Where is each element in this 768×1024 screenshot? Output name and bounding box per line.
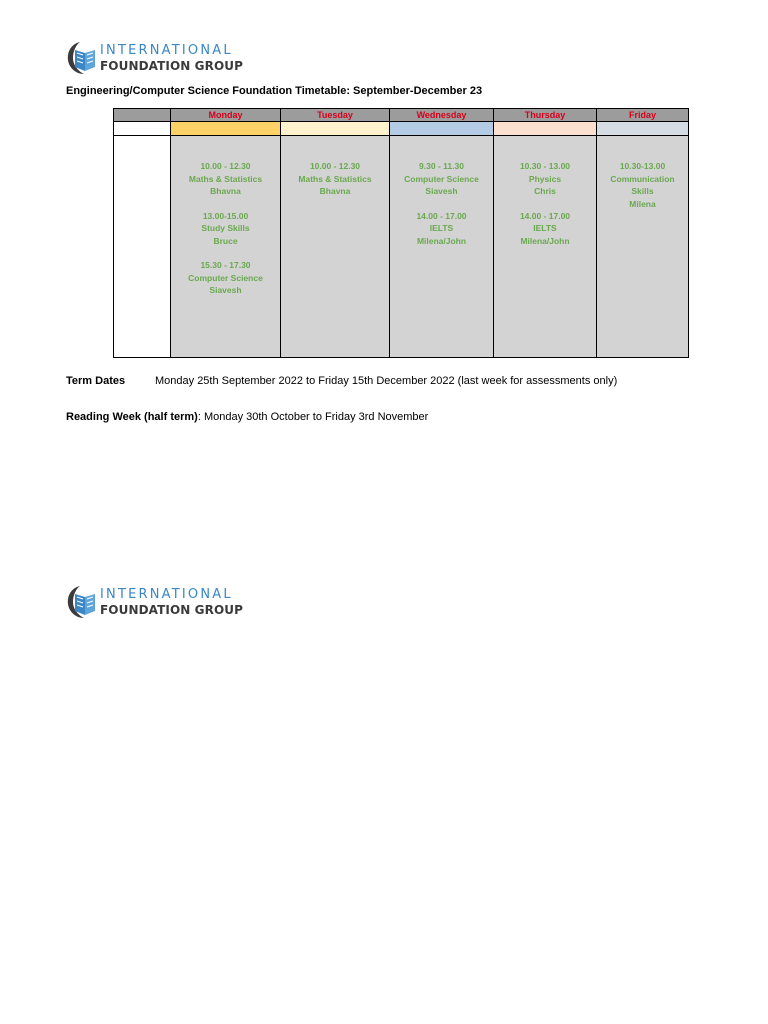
logo-line-foundation-group: FOUNDATION GROUP bbox=[100, 603, 244, 617]
session-block bbox=[494, 210, 596, 248]
session-tutor: Milena/John bbox=[520, 235, 570, 246]
session-subject: Physics bbox=[528, 173, 562, 184]
sessions-row-label-cell bbox=[114, 136, 171, 358]
session-time: 14.00 - 17.00 bbox=[416, 210, 467, 221]
session-subject: Maths & Statistics bbox=[298, 173, 372, 184]
sessions-friday bbox=[597, 136, 689, 358]
day-header-friday: Friday bbox=[597, 109, 689, 122]
logo-line-foundation-group: FOUNDATION GROUP bbox=[100, 59, 244, 73]
sessions-wednesday bbox=[390, 136, 494, 358]
session-block bbox=[390, 160, 493, 198]
reading-week bbox=[66, 411, 428, 423]
session-subject: Computer Science bbox=[404, 173, 479, 184]
color-band-friday bbox=[597, 122, 689, 136]
session-time: 15.30 - 17.30 bbox=[200, 260, 251, 270]
day-header-row bbox=[114, 109, 689, 122]
term-dates-value: Monday 25th September 2022 to Friday 15th December 2022 (last week for assessments only) bbox=[155, 375, 618, 387]
sessions-thursday bbox=[494, 136, 597, 358]
logo-line-international: INTERNATIONAL bbox=[100, 587, 233, 602]
session-time: 9.30 - 11.30 bbox=[419, 161, 464, 171]
session-tutor: Milena/John bbox=[416, 235, 467, 246]
session-block bbox=[597, 160, 688, 210]
session-subject: IELTS bbox=[429, 223, 454, 233]
sessions-row bbox=[114, 136, 689, 358]
session-tutor: Bhavna bbox=[319, 186, 351, 196]
session-time: 10.00 - 12.30 bbox=[200, 161, 251, 171]
session-time: 10.00 - 12.30 bbox=[309, 161, 361, 171]
color-band-wednesday bbox=[390, 122, 494, 136]
sessions-tuesday bbox=[281, 136, 390, 358]
term-dates-label: Term Dates bbox=[66, 375, 126, 387]
session-time: 14.00 - 17.00 bbox=[519, 210, 571, 221]
session-tutor: Bruce bbox=[213, 235, 238, 246]
session-tutor: Siavesh bbox=[209, 285, 242, 295]
session-subject: Maths & Statistics bbox=[188, 173, 263, 184]
day-header-tuesday: Tuesday bbox=[281, 109, 390, 122]
company-logo bbox=[66, 38, 243, 78]
session-subject: Communication bbox=[610, 173, 675, 184]
session-block bbox=[171, 210, 280, 248]
session-block bbox=[171, 259, 280, 297]
day-color-row bbox=[114, 122, 689, 136]
color-band-monday bbox=[171, 122, 281, 136]
day-header-wednesday: Wednesday bbox=[390, 109, 494, 122]
timetable bbox=[113, 108, 689, 358]
reading-week-label: Reading Week (half term) bbox=[66, 411, 198, 423]
session-time: 10.30-13.00 bbox=[619, 161, 666, 171]
session-block bbox=[494, 160, 596, 198]
book-globe-logo-icon bbox=[66, 582, 98, 622]
header-corner-cell bbox=[114, 109, 171, 122]
session-block bbox=[281, 160, 389, 198]
color-band-thursday bbox=[494, 122, 597, 136]
session-block bbox=[390, 210, 493, 248]
session-subject-line2: Skills bbox=[631, 186, 654, 196]
session-tutor: Bhavna bbox=[210, 186, 241, 196]
session-subject: IELTS bbox=[533, 223, 557, 233]
day-header-thursday: Thursday bbox=[494, 109, 597, 122]
logo-line-international: INTERNATIONAL bbox=[100, 43, 233, 58]
session-time: 10.30 - 13.00 bbox=[519, 161, 571, 171]
session-tutor: Chris bbox=[534, 186, 556, 196]
session-block bbox=[171, 160, 280, 198]
color-row-corner-cell bbox=[114, 122, 171, 136]
session-tutor: Milena bbox=[629, 198, 656, 209]
company-logo-second bbox=[66, 582, 243, 622]
book-globe-logo-icon bbox=[66, 38, 98, 78]
session-tutor: Siavesh bbox=[425, 186, 458, 196]
reading-week-value: : Monday 30th October to Friday 3rd November bbox=[197, 411, 429, 423]
session-time: 13.00-15.00 bbox=[202, 210, 249, 221]
color-band-tuesday bbox=[281, 122, 390, 136]
timetable-title: Engineering/Computer Science Foundation Timetable: September-December 23 bbox=[66, 85, 483, 97]
term-dates bbox=[66, 375, 617, 387]
sessions-monday bbox=[171, 136, 281, 358]
session-subject: Computer Science bbox=[188, 272, 263, 283]
day-header-monday: Monday bbox=[171, 109, 281, 122]
session-subject: Study Skills bbox=[201, 223, 250, 233]
